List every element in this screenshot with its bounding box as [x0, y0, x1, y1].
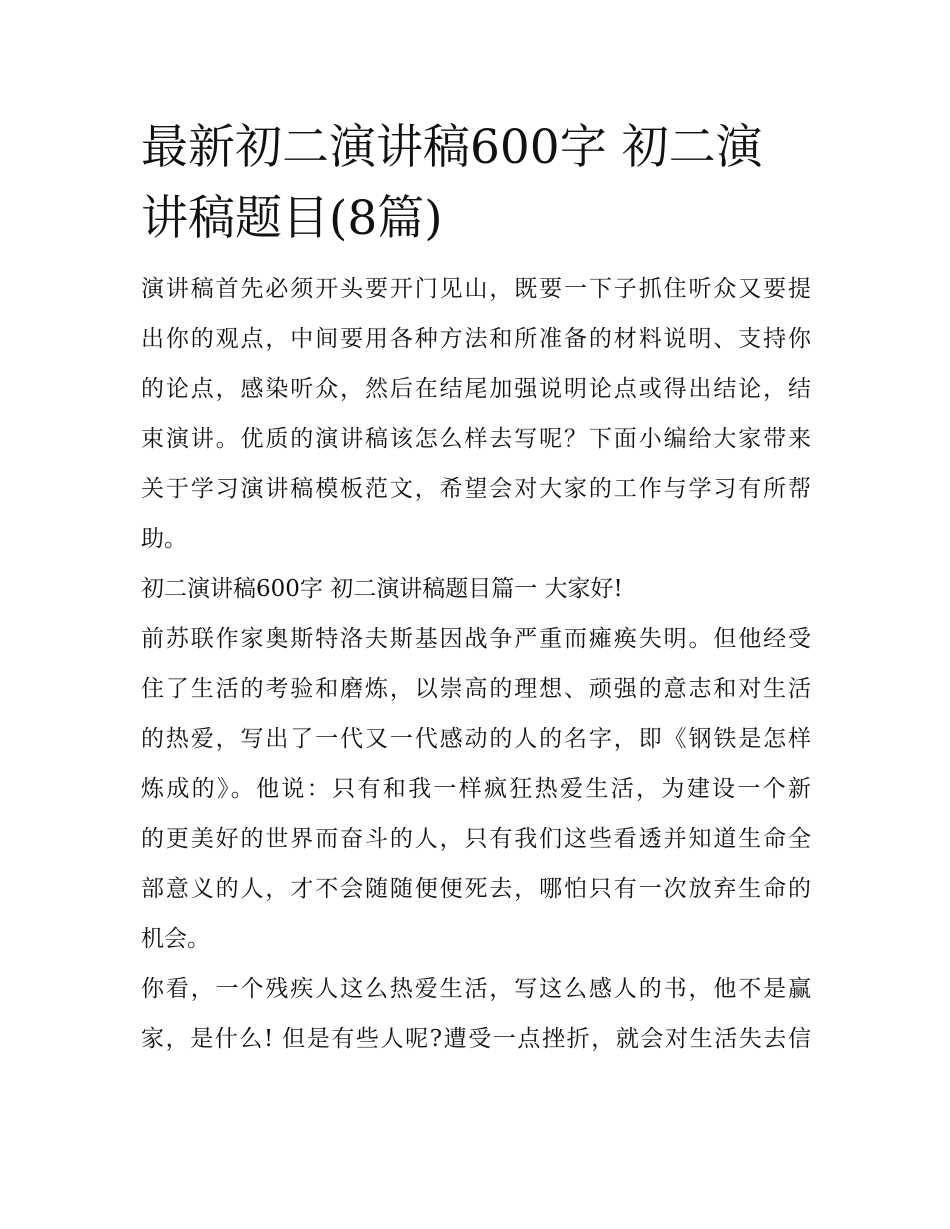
paragraph-line: 的更美好的世界而奋斗的人，只有我们这些看透并知道生命全 [141, 826, 811, 852]
paragraph-line: 出你的观点，中间要用各种方法和所准备的材料说明、支持你 [141, 326, 811, 352]
paragraph-line: 前苏联作家奥斯特洛夫斯基因战争严重而瘫痪失明。但他经受 [141, 626, 811, 652]
paragraph-line: 你看，一个残疾人这么热爱生活，写这么感人的书，他不是赢 [141, 976, 811, 1002]
paragraph-line: 束演讲。优质的演讲稿该怎么样去写呢？下面小编给大家带来 [141, 426, 811, 452]
paragraph-line: 演讲稿首先必须开头要开门见山，既要一下子抓住听众又要提 [141, 276, 811, 302]
document-content [141, 112, 811, 1064]
body-paragraph [141, 614, 811, 964]
paragraph-line: 关于学习演讲稿模板范文，希望会对大家的工作与学习有所帮 [141, 476, 811, 502]
paragraph-line: 机会。 [141, 926, 210, 952]
paragraph-line: 住了生活的考验和磨炼，以崇高的理想、顽强的意志和对生活 [141, 676, 811, 702]
paragraph-line: 的热爱，写出了一代又一代感动的人的名字，即《钢铁是怎样 [141, 726, 811, 752]
title-line-2: 讲稿题目(8篇) [141, 191, 443, 246]
paragraph-line: 助。 [141, 526, 187, 552]
section-heading-paragraph [141, 564, 811, 614]
paragraph-line: 部意义的人，才不会随随便便死去，哪怕只有一次放弃生命的 [141, 876, 811, 902]
document-title [141, 112, 811, 254]
paragraph-line: 家，是什么! 但是有些人呢?遭受一点挫折，就会对生活失去信 [141, 1026, 811, 1052]
paragraph-line: 炼成的》。他说：只有和我一样疯狂热爱生活，为建设一个新 [141, 776, 811, 802]
intro-paragraph [141, 264, 811, 564]
body-paragraph [141, 964, 811, 1064]
title-line-1: 最新初二演讲稿600字 初二演 [141, 120, 763, 175]
paragraph-line: 的论点，感染听众，然后在结尾加强说明论点或得出结论，结 [141, 376, 811, 402]
paragraph-line: 初二演讲稿600字 初二演讲稿题目篇一 大家好! [141, 576, 623, 602]
